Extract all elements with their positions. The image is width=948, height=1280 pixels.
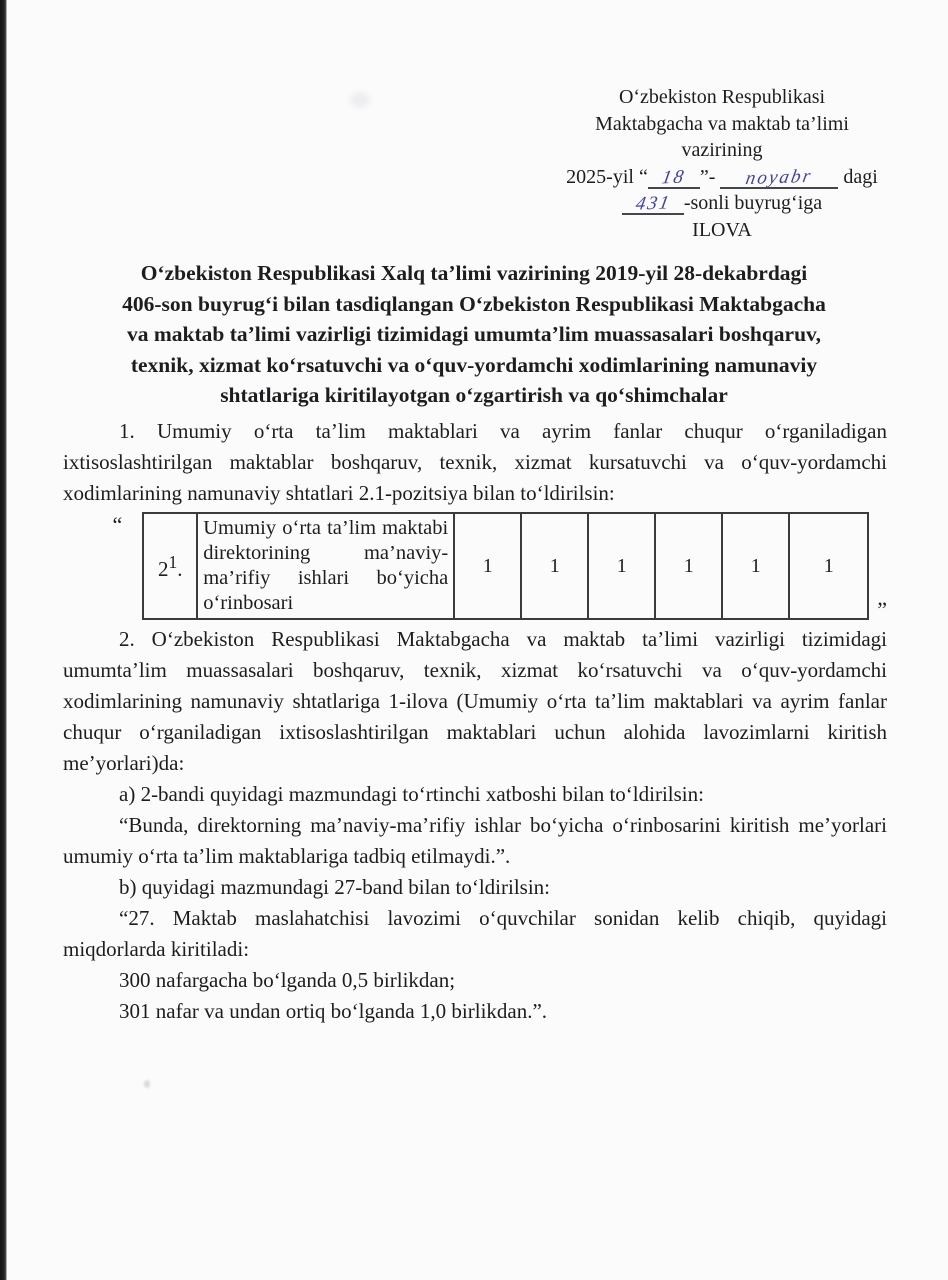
handwritten-month-blank: [720, 165, 838, 189]
row-number: 2: [157, 557, 169, 581]
document-body: [63, 416, 887, 1027]
document-title: [40, 258, 908, 411]
staff-count-cell: 1: [588, 513, 655, 619]
staff-count-cell: 1: [454, 513, 521, 619]
handwritten-day: 18: [660, 166, 688, 188]
closing-quote: ”: [877, 597, 887, 622]
handwritten-month: noyabr: [744, 165, 815, 189]
handwritten-order-no-blank: [622, 194, 684, 215]
org-name-line2: Maktabgacha va maktab ta’limi: [595, 112, 849, 135]
staff-count-cell: 1: [722, 513, 789, 619]
date-suffix: dagi: [843, 165, 878, 188]
order-number-line: [552, 190, 892, 217]
paragraph-1: 1. Umumiy o‘rta ta’lim maktablari va ayrim fanlar chuqur o‘rganiladigan ixtisoslashtirilgan maktablar boshqaruv, texnik, xizmat kursatuvchi va o‘quv-yordamchi xodimlarining namunaviy shtatlari 2.1-pozitsiya bilan to‘ldirilsin:: [63, 419, 887, 505]
row-number-cell: [143, 513, 197, 619]
position-title-cell: Umumiy o‘rta ta’lim maktabi direktorining ma’naviy-ma’rifiy ishlari bo‘yicha o‘rinbosari: [197, 513, 454, 619]
staff-table-block: [63, 512, 887, 620]
row-number-dot: .: [177, 557, 183, 581]
org-name-line1: O‘zbekiston Respublikasi: [618, 86, 826, 108]
item-a-intro: a) 2-bandi quyidagi mazmundagi to‘rtinchi xatboshi bilan to‘ldirilsin:: [119, 782, 704, 806]
item-b-body: “27. Maktab maslahatchisi lavozimi o‘quvchilar sonidan kelib chiqib, quyidagi miqdorlarda kiritiladi:: [63, 906, 887, 961]
scan-artifact: [144, 1080, 150, 1088]
table-row: [143, 513, 868, 619]
title-line: shtatlariga kiritilayotgan o‘zgartirish va qo‘shimchalar: [220, 383, 728, 407]
org-name-line3: vazirining: [681, 139, 763, 161]
scan-edge-shadow: [0, 0, 7, 1280]
staff-count-cell: 1: [655, 513, 722, 619]
title-line: O‘zbekiston Respublikasi Xalq ta’limi vazirining 2019-yil 28-dekabrdagi: [140, 261, 808, 285]
title-line: va maktab ta’limi vazirligi tizimidagi umumta’lim muassasalari boshqaruv,: [127, 322, 821, 346]
norm-line-301: 301 nafar va undan ortiq bo‘lganda 1,0 birlikdan.”.: [119, 999, 548, 1023]
handwritten-order-no: 431: [633, 192, 673, 215]
approval-header: [552, 84, 892, 243]
staff-positions-table: [142, 512, 869, 620]
staff-count-cell: 1: [789, 513, 868, 619]
title-line: 406-son buyrug‘i bilan tasdiqlangan O‘zbekiston Respublikasi Maktabgacha: [122, 291, 826, 316]
opening-quote: “: [112, 512, 123, 537]
paragraph-2: 2. O‘zbekiston Respublikasi Maktabgacha va maktab ta’limi vazirligi tizimidagi umumta’lim muassasalari boshqaruv, texnik, xizmat ko‘rsatuvchi va o‘quv-yordamchi xodimlarining namunaviy shtatlariga 1-ilova (Umumiy o‘rta ta’lim maktablari va ayrim fanlar chuqur o‘rganiladigan ixtisoslashtirilgan maktablari uchun alohida lavozimlarni kiritish me’yorlari)da:: [63, 627, 887, 775]
item-a-body: “Bunda, direktorning ma’naviy-ma’rifiy ishlar bo‘yicha o‘rinbosarini kiritish me’yorlari umumiy o‘rta ta’lim maktablariga tadbiq etilmaydi.”.: [63, 813, 887, 868]
row-number-sup: 1: [168, 552, 178, 572]
handwritten-day-blank: [648, 168, 700, 189]
item-b-intro: b) quyidagi mazmundagi 27-band bilan to‘ldirilsin:: [119, 875, 551, 899]
order-number-suffix: -sonli buyrug‘iga: [683, 192, 823, 214]
attachment-label: ILOVA: [692, 218, 752, 241]
staff-count-cell: 1: [521, 513, 588, 619]
scan-artifact: [350, 92, 370, 108]
date-prefix: 2025-yil “: [566, 165, 648, 188]
norm-line-300: 300 nafargacha bo‘lganda 0,5 birlikdan;: [119, 968, 456, 992]
date-mid: ”-: [699, 165, 721, 188]
order-date-line: [552, 164, 892, 191]
title-line: texnik, xizmat ko‘rsatuvchi va o‘quv-yordamchi xodimlarining namunaviy: [130, 352, 818, 377]
